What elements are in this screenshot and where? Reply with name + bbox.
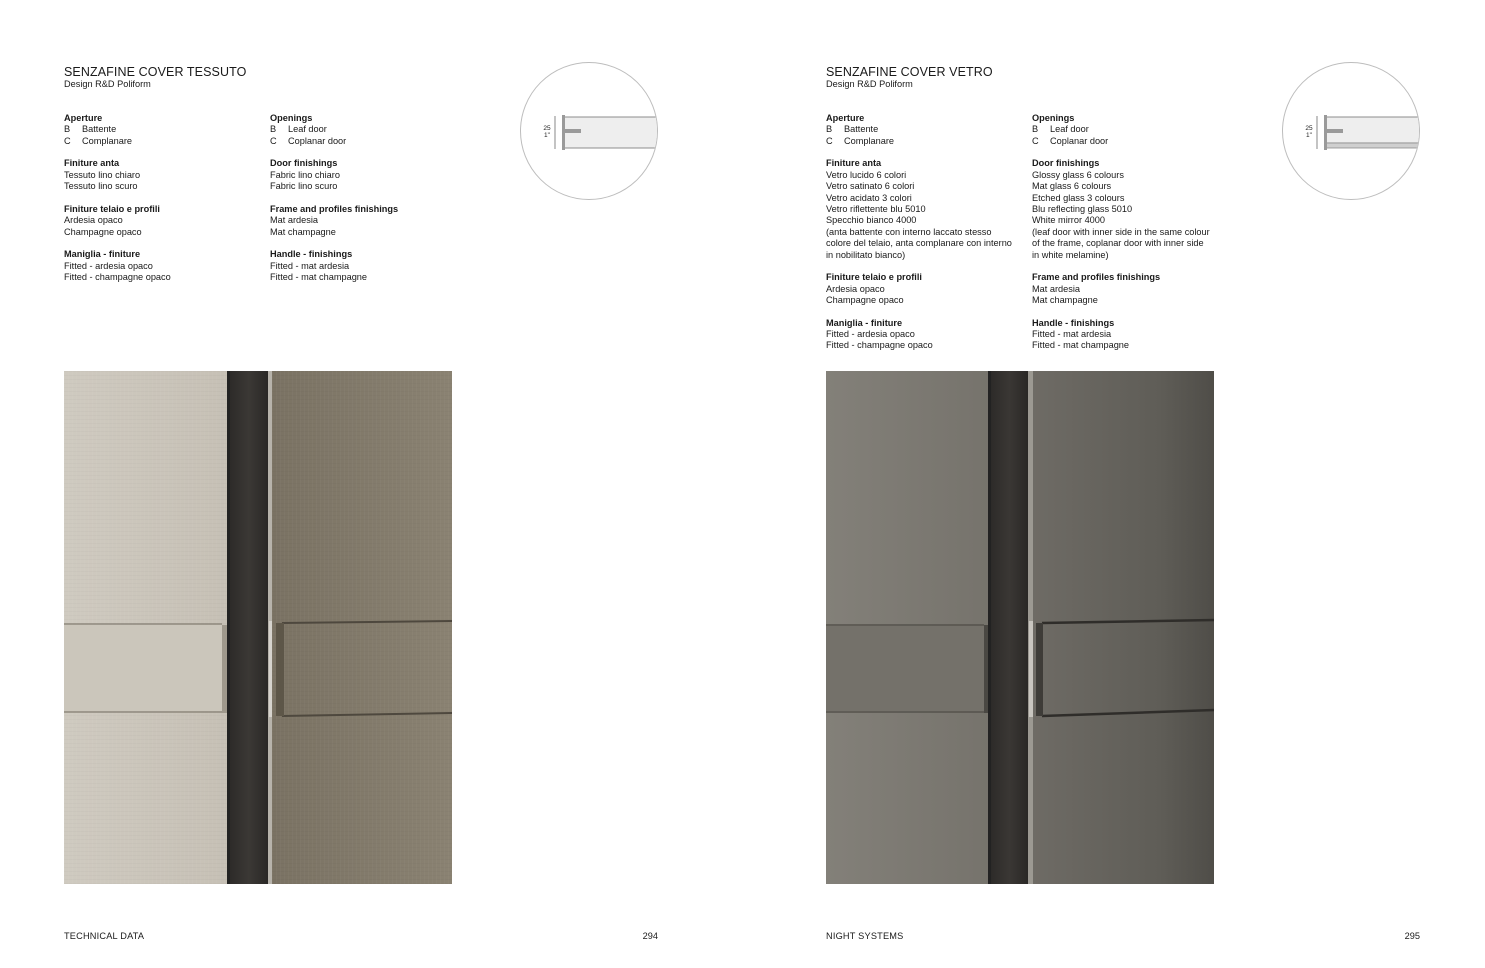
option-code: C [270, 135, 277, 146]
product-title: SENZAFINE COVER VETRO [826, 65, 993, 79]
spec-section-openings [1032, 113, 1222, 147]
section-label: NIGHT SYSTEMS [826, 931, 904, 941]
page-number: 295 [1404, 931, 1420, 941]
spec-line: Mat ardesia [1032, 283, 1081, 294]
spec-line: Etched glass 3 colours [1032, 192, 1125, 203]
spec-line: Fitted - mat champagne [270, 272, 368, 283]
spec-line: Fitted - mat ardesia [270, 260, 350, 271]
spec-line: Glossy glass 6 colours [1032, 169, 1124, 180]
option-code: B [1032, 124, 1039, 135]
spec-section-handle-finishings [1032, 318, 1222, 352]
section-title: Openings [1032, 113, 1075, 123]
spec-line: colore del telaio, anta complanare con interno [826, 238, 1012, 249]
spec-section-maniglia [64, 249, 254, 283]
spec-section-aperture [826, 113, 1016, 147]
profile-section-diagram [1282, 62, 1420, 200]
spec-section-door-finishings [270, 158, 460, 192]
spec-line: White mirror 4000 [1032, 215, 1106, 226]
spec-section-finiture-anta [64, 158, 254, 192]
product-designer: Design R&D Poliform [64, 79, 151, 89]
spec-column-english [1032, 113, 1222, 363]
option-label: Leaf door [1050, 124, 1089, 135]
section-title: Handle - finishings [270, 249, 353, 260]
spec-section-finiture-anta [826, 158, 1016, 261]
product-photo-fabric-door [64, 371, 452, 884]
spec-line: Fitted - mat champagne [1032, 340, 1130, 351]
opening-option [64, 136, 254, 147]
spec-section-frame-finishings [270, 204, 460, 238]
spec-line: Fitted - champagne opaco [826, 340, 933, 351]
spec-section-frame-finishings [1032, 272, 1222, 306]
section-title: Frame and profiles finishings [270, 203, 399, 214]
opening-option [826, 124, 1016, 135]
option-label: Coplanar door [1050, 135, 1109, 146]
profile-section-drawing [1283, 63, 1420, 200]
spec-line: Vetro riflettente blu 5010 [826, 204, 926, 215]
spec-line: Tessuto lino chiaro [64, 169, 141, 180]
dimension-inch-label: 1" [544, 132, 550, 139]
product-photo-glass-door [826, 371, 1214, 884]
section-title: Finiture telaio e profili [64, 203, 160, 214]
section-title: Maniglia - finiture [826, 317, 903, 328]
spec-line: Tessuto lino scuro [64, 181, 138, 192]
option-label: Battente [82, 124, 117, 135]
section-title: Finiture telaio e profili [826, 272, 922, 283]
spec-section-finiture-telaio [64, 204, 254, 238]
spec-line: Vetro acidato 3 colori [826, 192, 912, 203]
section-title: Finiture anta [826, 158, 882, 169]
section-title: Door finishings [270, 158, 338, 169]
spec-line: Fitted - champagne opaco [64, 272, 171, 283]
option-label: Leaf door [288, 124, 327, 135]
option-code: C [1032, 135, 1039, 146]
spec-column-english [270, 113, 460, 295]
spec-line: Ardesia opaco [64, 215, 123, 226]
spec-line: Vetro satinato 6 colori [826, 181, 915, 192]
section-title: Aperture [826, 113, 865, 123]
spec-line: Mat glass 6 colours [1032, 181, 1112, 192]
dimension-inch-label: 1" [1306, 132, 1312, 139]
spec-line: Mat champagne [270, 226, 336, 237]
spec-line: Champagne opaco [826, 295, 904, 306]
spec-line: Fabric lino scuro [270, 181, 338, 192]
profile-section-drawing [521, 63, 658, 200]
spec-line: of the frame, coplanar door with inner side [1032, 238, 1204, 249]
spec-line: in nobilitato bianco) [826, 249, 906, 260]
spec-line: Ardesia opaco [826, 283, 885, 294]
opening-option [1032, 124, 1222, 135]
spec-line: Fabric lino chiaro [270, 169, 340, 180]
spec-section-maniglia [826, 318, 1016, 352]
spec-section-handle-finishings [270, 249, 460, 283]
spec-line: Mat champagne [1032, 295, 1098, 306]
spec-column-italian [64, 113, 254, 295]
spec-section-aperture [64, 113, 254, 147]
section-title: Frame and profiles finishings [1032, 272, 1161, 283]
spec-line: Mat ardesia [270, 215, 319, 226]
option-code: C [64, 135, 71, 146]
spec-line: Specchio bianco 4000 [826, 215, 917, 226]
product-title: SENZAFINE COVER TESSUTO [64, 65, 247, 79]
dimension-mm-label: 25 [1305, 125, 1313, 132]
option-code: B [826, 124, 833, 135]
opening-option [826, 136, 1016, 147]
section-title: Door finishings [1032, 158, 1100, 169]
spec-column-italian [826, 113, 1016, 363]
profile-section-diagram [520, 62, 658, 200]
option-label: Complanare [844, 135, 895, 146]
spec-section-door-finishings [1032, 158, 1222, 261]
option-code: B [64, 124, 71, 135]
product-designer: Design R&D Poliform [826, 79, 913, 89]
option-code: B [270, 124, 277, 135]
spec-section-openings [270, 113, 460, 147]
dimension-mm-label: 25 [543, 125, 551, 132]
option-label: Coplanar door [288, 135, 347, 146]
opening-option [270, 136, 460, 147]
section-title: Aperture [64, 113, 103, 123]
section-title: Finiture anta [64, 158, 120, 169]
opening-option [64, 124, 254, 135]
option-code: C [826, 135, 833, 146]
option-label: Complanare [82, 135, 133, 146]
section-title: Handle - finishings [1032, 317, 1115, 328]
right-page [762, 0, 1485, 968]
opening-option [270, 124, 460, 135]
section-label: TECHNICAL DATA [64, 931, 145, 941]
section-title: Maniglia - finiture [64, 249, 141, 260]
spec-section-finiture-telaio [826, 272, 1016, 306]
spec-line: (anta battente con interno laccato stesso [826, 226, 992, 237]
left-page [0, 0, 742, 968]
spec-line: Fitted - ardesia opaco [64, 260, 153, 271]
spec-line: (leaf door with inner side in the same colour [1032, 226, 1210, 237]
spec-line: Vetro lucido 6 colori [826, 169, 907, 180]
spec-line: Champagne opaco [64, 226, 142, 237]
spec-line: Blu reflecting glass 5010 [1032, 204, 1133, 215]
spec-line: Fitted - ardesia opaco [826, 329, 915, 340]
section-title: Openings [270, 113, 313, 123]
page-number: 294 [642, 931, 658, 941]
spec-line: in white melamine) [1032, 249, 1109, 260]
opening-option [1032, 136, 1222, 147]
option-label: Battente [844, 124, 879, 135]
spec-line: Fitted - mat ardesia [1032, 329, 1112, 340]
